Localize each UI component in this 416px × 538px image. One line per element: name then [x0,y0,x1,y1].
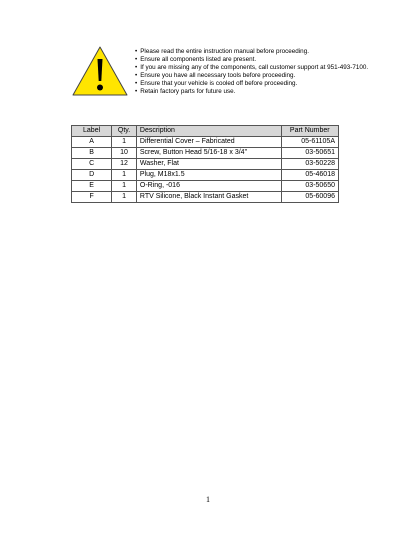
note-item: • Ensure you have all necessary tools before proceeding. [135,72,410,80]
cell-description: Plug, M18x1.5 [136,170,281,181]
cell-label: C [72,159,112,170]
cell-qty: 12 [112,159,137,170]
cell-label: E [72,181,112,192]
cell-description: Screw, Button Head 5/16-18 x 3/4" [136,148,281,159]
note-item: • Ensure that your vehicle is cooled off before proceeding. [135,80,410,88]
table-row [72,148,339,159]
cell-label: A [72,137,112,148]
cell-description: O-Ring, -016 [136,181,281,192]
instruction-notes [135,48,410,97]
cell-label: B [72,148,112,159]
cell-qty: 1 [112,181,137,192]
table-row [72,181,339,192]
header-description: Description [136,126,281,137]
header-label: Label [72,126,112,137]
note-item: • Please read the entire instruction manual before proceeding. [135,48,410,56]
table-row [72,159,339,170]
cell-description: RTV Silicone, Black Instant Gasket [136,192,281,203]
cell-part-number: 05-46018 [281,170,338,181]
cell-description: Differential Cover – Fabricated [136,137,281,148]
cell-part-number: 05-61105A [281,137,338,148]
cell-description: Washer, Flat [136,159,281,170]
parts-table [71,125,339,203]
page-number: 1 [206,495,210,504]
table-header-row [72,126,339,137]
header-part-number: Part Number [281,126,338,137]
cell-label: F [72,192,112,203]
table-row [72,170,339,181]
table-row [72,192,339,203]
table-row [72,137,339,148]
cell-qty: 10 [112,148,137,159]
cell-part-number: 03-50650 [281,181,338,192]
note-item: • Retain factory parts for future use. [135,88,410,96]
note-item: • Ensure all components listed are present. [135,56,410,64]
cell-qty: 1 [112,170,137,181]
warning-triangle-icon [70,44,130,98]
cell-part-number: 05-60096 [281,192,338,203]
cell-part-number: 03-50228 [281,159,338,170]
cell-qty: 1 [112,192,137,203]
cell-qty: 1 [112,137,137,148]
cell-label: D [72,170,112,181]
header-qty: Qty. [112,126,137,137]
cell-part-number: 03-50651 [281,148,338,159]
note-item: • If you are missing any of the components, call customer support at 951-493-7100. [135,64,410,72]
